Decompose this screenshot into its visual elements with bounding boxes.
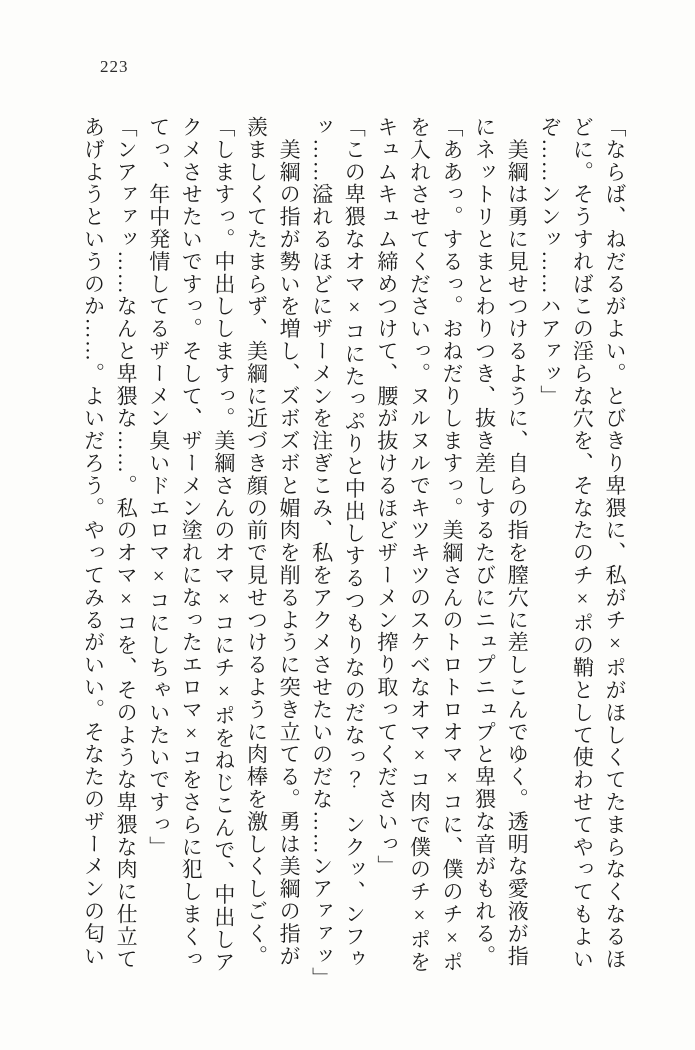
text-line: 羨ましくてたまらず、美綱に近づき顔の前で見せつけるように肉棒を激しくしごく。 [244, 116, 269, 968]
text-line: 「ンアァァッ……なんと卑猥な……。私のオマ×コを、そのような卑猥な肉に仕立て [114, 116, 139, 971]
text-line: キュムキュム締めつけて、腰が抜けるほどザーメン搾り取ってくださいっ」 [374, 116, 399, 878]
text-line: てっ、年中発情してるザーメン臭いドエロマ×コにしちゃいたいですっ」 [146, 116, 171, 859]
text-line: にネットリとまとわりつき、抜き差しするたびにニュプニュプと卑猥な音がもれる。 [472, 116, 497, 968]
text-line: 「しますっ。中出ししますっ。美綱さんのオマ×コにチ×ポをねじこんで、中出しア [211, 116, 236, 974]
text-line: を入れさせてくださいっ。ヌルヌルでキツキツのスケベなオマ×コ肉で僕のチ×ポを [407, 116, 432, 974]
text-line: どに。そうすればこの淫らな穴を、そなたのチ×ポの鞘として使わせてやってもよい [570, 116, 595, 971]
text-line: 「この卑猥なオマ×コにたっぷりと中出しするつもりなのだなっ？ ンクッ、ンフゥ [342, 116, 367, 971]
text-line: 「ならば、ねだるがよい。とびきり卑猥に、私がチ×ポがほしくてたまらなくなるほ [603, 116, 627, 971]
page-number: 223 [100, 57, 129, 76]
text-line: ッ……溢れるほどにザーメンを注ぎこみ、私をアクメさせたいのだな……ンアァァッ」 [309, 116, 334, 990]
text-line: あげようというのか……。よいだろう。やってみるがいい。そなたのザーメンの匂い [81, 116, 106, 968]
text-line: クメさせたいですっ。そして、ザーメン塗れになったエロマ×コをさらに犯しまくっ [179, 116, 204, 971]
text-line: ぞ……ンンッ……ハアァッ」 [537, 116, 562, 408]
text-line: 美綱の指が勢いを増し、ズボズボと媚肉を削るように突き立てる。勇は美綱の指が [277, 116, 302, 968]
text-line: 「ああっ。するっ。おねだりしますっ。美綱さんのトロトロオマ×コに、僕のチ×ポ [440, 116, 465, 974]
text-line: 美綱は勇に見せつけるように、自らの指を膣穴に差しこんでゆく。透明な愛液が指 [505, 116, 530, 968]
vertical-text-block [77, 116, 631, 990]
